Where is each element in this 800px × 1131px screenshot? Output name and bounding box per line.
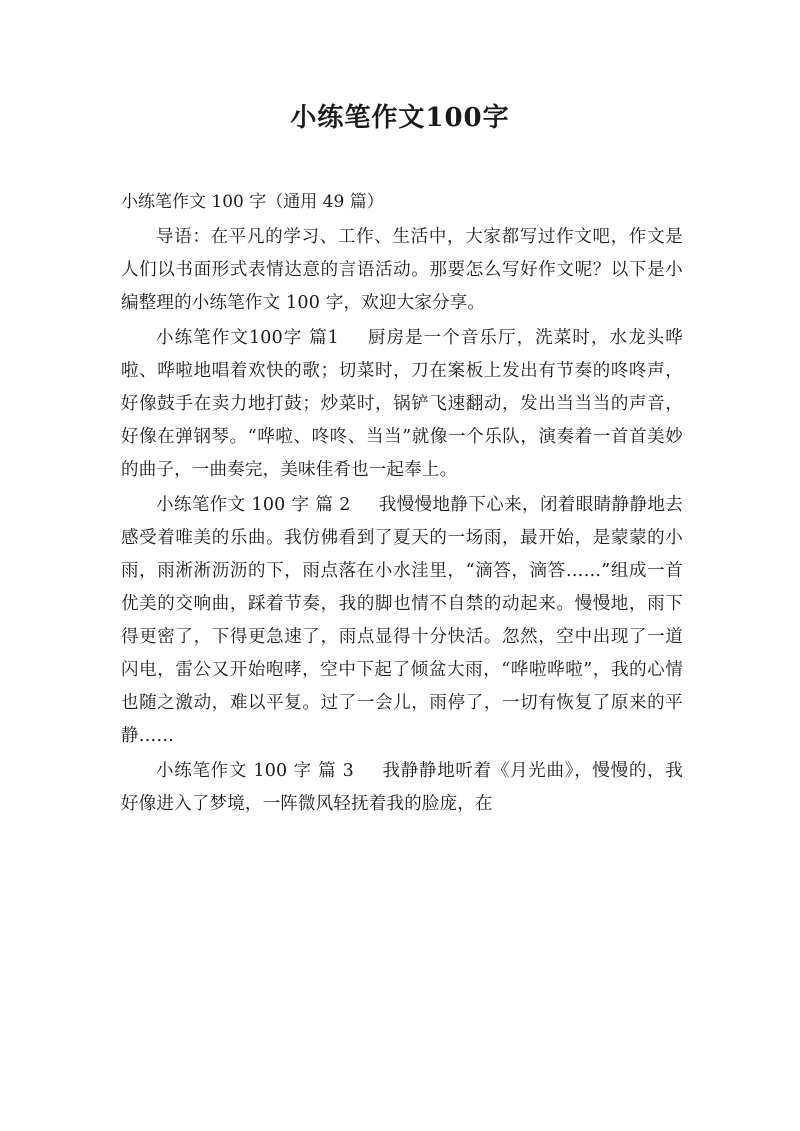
section-text: 我慢慢地静下心来，闭着眼睛静静地去感受着唯美的乐曲。我仿佛看到了夏天的一场雨，最开始，是蒙蒙的小雨，雨淅淅沥沥的下，雨点落在小水洼里，“滴答，滴答……”组成一首优美的交响曲，踩着节奏，我的脚也情不自禁的动起来。慢慢地，雨下得更密了，下得更急速了，雨点显得十分快活。忽然，空中出现了一道闪电，雷公又开始咆哮，空中下起了倾盆大雨，“哗啦哗啦”，我的心情也随之激动，难以平复。过了一会儿，雨停了，一切有恢复了原来的平静……	[121, 495, 683, 746]
document-subtitle: 小练笔作文 100 字（通用 49 篇）	[121, 192, 384, 212]
section-paragraph	[121, 322, 683, 487]
intro-paragraph: 导语：在平凡的学习、工作、生活中，大家都写过作文吧，作文是人们以书面形式表情达意的言语活动。那要怎么写好作文呢？以下是小编整理的小练笔作文 100 字，欢迎大家分享。	[121, 227, 683, 313]
document-title: 小练笔作文100字	[290, 103, 510, 133]
section-paragraph	[121, 755, 683, 821]
section-heading: 小练笔作文 100 字 篇 3	[156, 761, 355, 781]
section-heading: 小练笔作文 100 字 篇 2	[156, 495, 351, 515]
section-heading: 小练笔作文100字 篇1	[156, 328, 339, 348]
section-paragraph	[121, 489, 683, 753]
section-text: 我静静地听着《月光曲》，慢慢的，我好像进入了梦境，一阵微风轻抚着我的脸庞，在	[121, 761, 683, 814]
section-text: 厨房是一个音乐厅，洗菜时，水龙头哗啦、哗啦地唱着欢快的歌；切菜时，刀在案板上发出有节奏的咚咚声，好像鼓手在卖力地打鼓；炒菜时，锅铲飞速翻动，发出当当当的声音，好像在弹钢琴。“哗啦、咚咚、当当”就像一个乐队，演奏着一首首美妙的曲子，一曲奏完，美味佳肴也一起奉上。	[121, 328, 683, 480]
document-body	[121, 184, 683, 823]
